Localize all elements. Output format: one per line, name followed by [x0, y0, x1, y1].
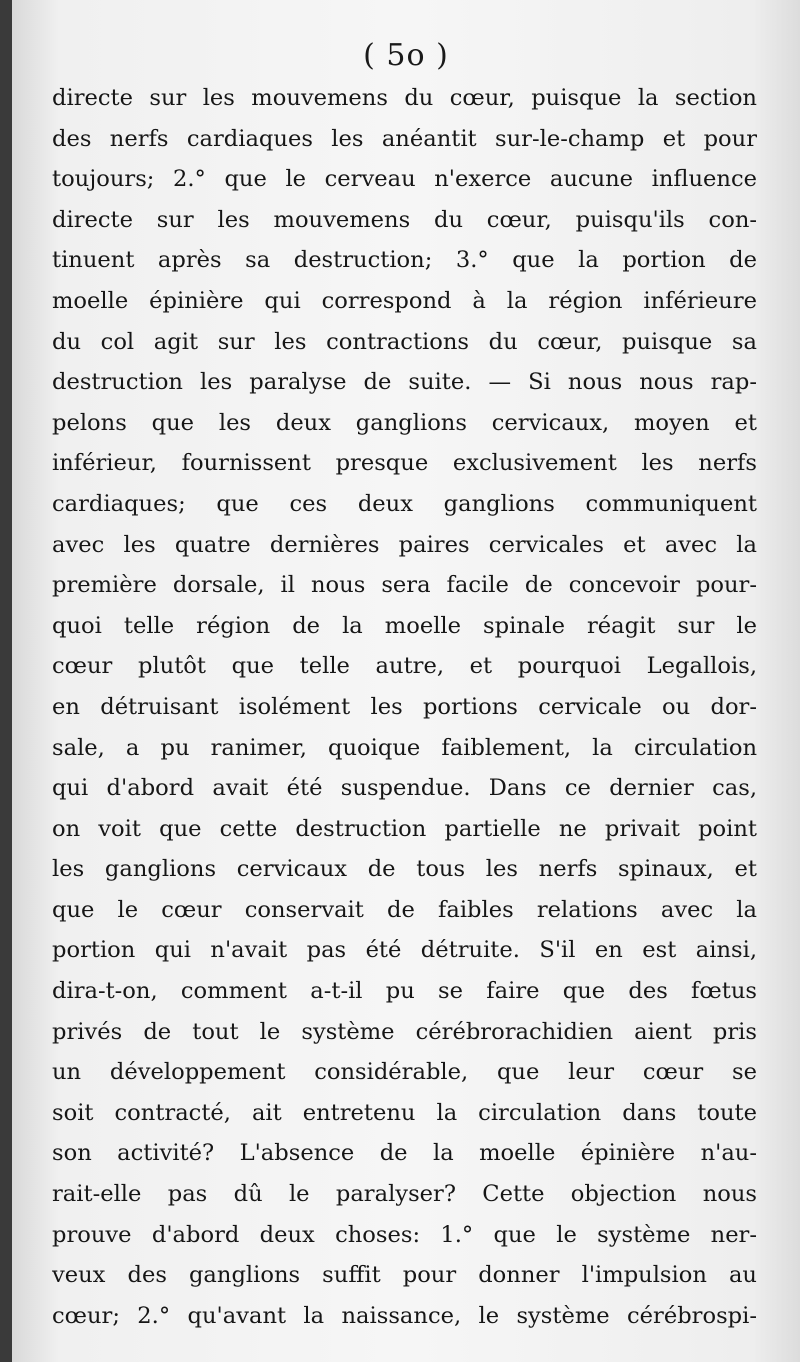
text-line: tinuent après sa destruction; 3.° que la portion de	[52, 247, 757, 274]
text-line: cardiaques; que ces deux ganglions communiquent	[52, 490, 757, 517]
text-line: dira-t-on, comment a-t-il pu se faire que des fœtus	[52, 978, 757, 1005]
text-line: destruction les paralyse de suite. — Si nous nous rap-	[52, 369, 757, 396]
text-line: des nerfs cardiaques les anéantit sur-le-champ et pour	[52, 125, 757, 152]
text-line: moelle épinière qui correspond à la région inférieure	[52, 287, 757, 314]
body-text	[52, 78, 757, 1336]
text-line: rait-elle pas dû le paralyser? Cette objection nous	[52, 1181, 757, 1208]
text-line: soit contracté, ait entretenu la circulation dans toute	[52, 1099, 757, 1126]
text-line: qui d'abord avait été suspendue. Dans ce dernier cas,	[52, 775, 757, 802]
text-line: un développement considérable, que leur cœur se	[52, 1059, 757, 1086]
text-line: toujours; 2.° que le cerveau n'exerce aucune influence	[52, 166, 757, 193]
text-line: veux des ganglions suffit pour donner l'impulsion au	[52, 1262, 757, 1289]
text-line: on voit que cette destruction partielle ne privait point	[52, 815, 757, 842]
text-line: que le cœur conservait de faibles relations avec la	[52, 896, 757, 923]
text-line: sale, a pu ranimer, quoique faiblement, la circulation	[52, 734, 757, 761]
text-line: privés de tout le système cérébrorachidien aient pris	[52, 1018, 757, 1045]
text-line: les ganglions cervicaux de tous les nerfs spinaux, et	[52, 856, 757, 883]
text-line: prouve d'abord deux choses: 1.° que le système ner-	[52, 1221, 757, 1248]
text-line: avec les quatre dernières paires cervicales et avec la	[52, 531, 757, 558]
book-page	[12, 0, 800, 1362]
text-line: directe sur les mouvemens du cœur, puisque la section	[52, 85, 757, 111]
text-line: pelons que les deux ganglions cervicaux, moyen et	[52, 409, 757, 436]
text-line: inférieur, fournissent presque exclusivement les nerfs	[52, 450, 757, 477]
text-line: cœur plutôt que telle autre, et pourquoi Legallois,	[52, 653, 757, 680]
text-line: son activité? L'absence de la moelle épinière n'au-	[52, 1140, 757, 1167]
text-line: en détruisant isolément les portions cervicale ou dor-	[52, 693, 757, 720]
text-line: quoi telle région de la moelle spinale réagit sur le	[52, 612, 757, 639]
text-line: portion qui n'avait pas été détruite. S'il en est ainsi,	[52, 937, 757, 964]
text-line: du col agit sur les contractions du cœur, puisque sa	[52, 328, 757, 355]
text-line: première dorsale, il nous sera facile de concevoir pour-	[52, 572, 757, 599]
page-number: ( 5o )	[363, 38, 449, 73]
text-line: cœur; 2.° qu'avant la naissance, le système cérébrospi-	[52, 1302, 757, 1329]
text-line: directe sur les mouvemens du cœur, puisqu'ils con-	[52, 206, 757, 233]
